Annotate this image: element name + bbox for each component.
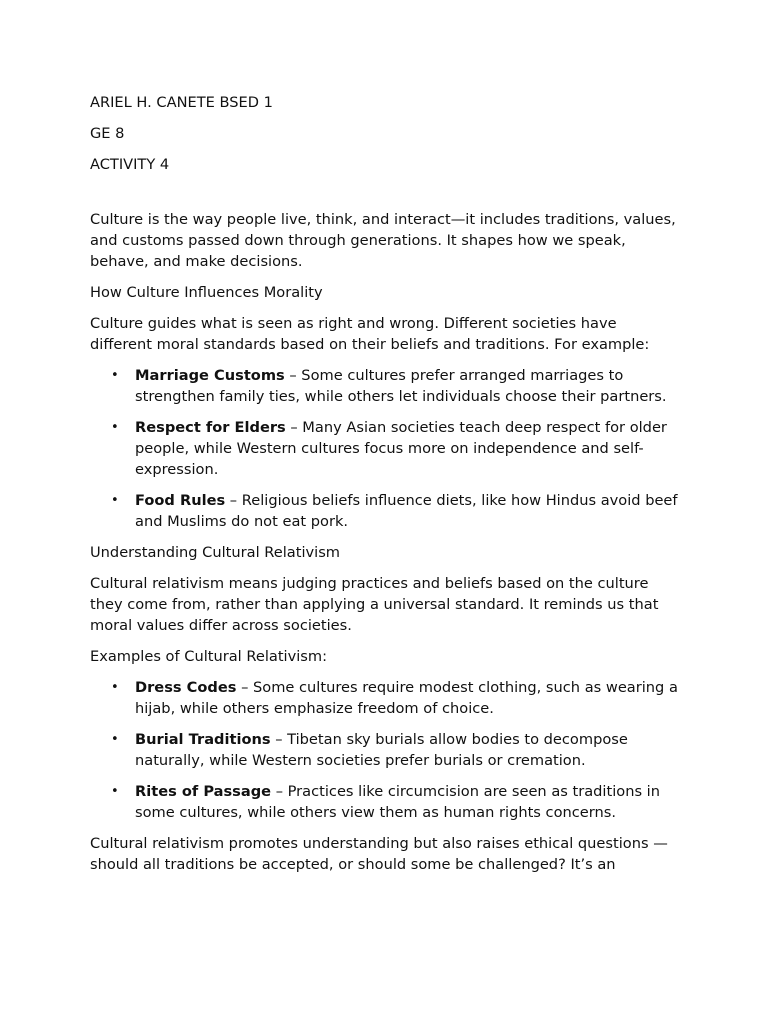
list-item (90, 729, 682, 771)
item-term: Food Rules (135, 492, 226, 509)
bullet-icon: • (111, 493, 119, 508)
relativism-paragraph: Cultural relativism means judging practices and beliefs based on the culture they come from, rather than applying a universal standard. It reminds us that moral values differ across societies. (90, 575, 659, 634)
list-item (90, 417, 682, 480)
item-text: – Religious beliefs influence diets, like how Hindus avoid beef and Muslims do not eat pork. (135, 492, 678, 530)
item-text: – Many Asian societies teach deep respect for older people, while Western cultures focus more on independence and self-expression. (135, 419, 667, 478)
item-term: Respect for Elders (135, 419, 286, 436)
bullet-icon: • (111, 680, 119, 695)
spacer (90, 175, 682, 209)
relativism-examples-list (90, 677, 682, 823)
student-name-line: ARIEL H. CANETE BSED 1 (90, 94, 273, 111)
morality-list (90, 365, 682, 532)
document-page (90, 92, 682, 885)
examples-heading: Examples of Cultural Relativism: (90, 648, 328, 665)
item-text: – Practices like circumcision are seen as traditions in some cultures, while others view them as human rights concerns. (135, 783, 660, 821)
list-item (90, 781, 682, 823)
item-text: – Some cultures require modest clothing, such as wearing a hijab, while others emphasize freedom of choice. (135, 679, 678, 717)
section-heading-morality: How Culture Influences Morality (90, 284, 323, 301)
intro-paragraph: Culture is the way people live, think, and interact—it includes traditions, values, and customs passed down through generations. It shapes how we speak, behave, and make decisions. (90, 211, 676, 270)
closing-paragraph: Cultural relativism promotes understanding but also raises ethical questions —should all traditions be accepted, or should some be challenged? It’s an (90, 835, 668, 873)
morality-paragraph: Culture guides what is seen as right and wrong. Different societies have different moral standards based on their beliefs and traditions. For example: (90, 315, 650, 353)
item-text: – Tibetan sky burials allow bodies to decompose naturally, while Western societies prefer burials or cremation. (135, 731, 628, 769)
section-heading-relativism: Understanding Cultural Relativism (90, 544, 341, 561)
activity-line: ACTIVITY 4 (90, 156, 170, 173)
bullet-icon: • (111, 420, 119, 435)
list-item (90, 677, 682, 719)
list-item (90, 490, 682, 532)
item-term: Burial Traditions (135, 731, 271, 748)
item-term: Marriage Customs (135, 367, 285, 384)
bullet-icon: • (111, 784, 119, 799)
item-text: – Some cultures prefer arranged marriages to strengthen family ties, while others let individuals choose their partners. (135, 367, 667, 405)
course-line: GE 8 (90, 125, 125, 142)
list-item (90, 365, 682, 407)
bullet-icon: • (111, 368, 119, 383)
item-term: Rites of Passage (135, 783, 272, 800)
item-term: Dress Codes (135, 679, 237, 696)
bullet-icon: • (111, 732, 119, 747)
